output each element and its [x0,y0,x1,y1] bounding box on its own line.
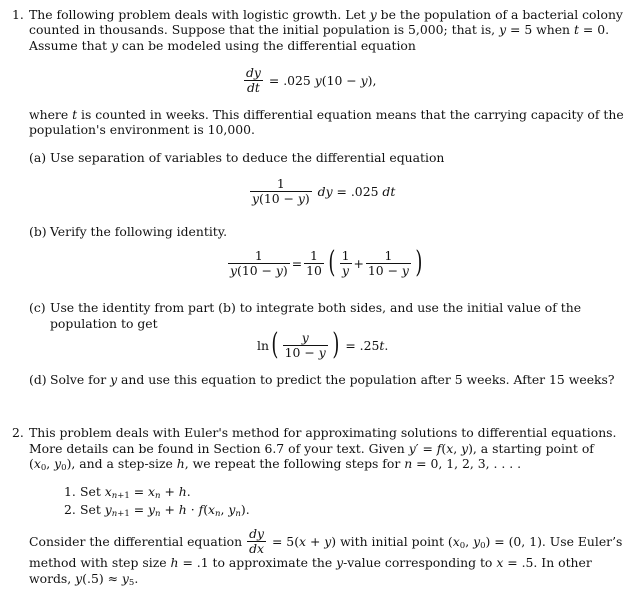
separated-rhs: dy = .025 dt [317,184,396,199]
y-over-ten-minus-y: $\frac{y}{10 - y}$ [284,329,326,360]
problem-2-intro-line-3: ($x_0$, $y_0$), and a step-size h, we repeat the following steps for n = 0, 1, 2, 3, . . . . [29,456,522,473]
part-c-label: (c) [29,300,46,315]
one-over-ten-minus-y-term: $\frac{1}{10 - y}$ [367,247,409,278]
one-tenth-fraction: $\frac{1}{10}$ [306,247,322,278]
problem-2-number: 2. [12,425,24,440]
problem-1-intro-line-1: The following problem deals with logistic growth. Let y be the population of a bacterial colony [29,7,623,22]
part-d-text: Solve for y and use this equation to predict the population after 5 weeks. After 15 weeks? [50,372,615,387]
partial-fraction-identity: $\frac{1}{y(10 - y)}$ = $\frac{1}{10}$ ( $\frac{1}{y}$ + $\frac{1}{10 - y}$ ) [230,245,423,280]
problem-1-intro-line-2: counted in thousands. Suppose that the initial population is 5,000; that is, y = 5 when t = 0. [29,22,610,37]
part-c-line-1: Use the identity from part (b) to integrate both sides, and use the initial value of the [50,300,582,315]
lhs-fraction: $\frac{1}{y(10 - y)}$ [230,247,288,278]
problem-1-number: 1. [12,7,24,22]
part-b-text: Verify the following identity. [50,224,228,239]
problem-1-after-line-2: population's environment is 10,000. [29,122,255,137]
dy-dt-fraction: $\frac{dy}{dt}$ [246,65,261,95]
part-d-label: (d) [29,372,47,387]
one-over-y-fraction: $\frac{1}{y(10 - y)}$ [252,176,310,206]
step-2-text: Set $y_{n+1} = y_n + h \cdot f(x_n$, $y_n$). [80,502,250,519]
problem-2-intro-line-1: This problem deals with Euler's method for approximating solutions to differential equations. [29,425,617,440]
step-1-label: 1. [64,484,76,499]
part-c-line-2: population to get [50,316,158,331]
logistic-equation [242,66,376,95]
closing-line-1: Consider the differential equation $\frac{dy}{dx}$ = 5(x + y) with initial point ($x_0$, $y_0) = (0$, 1). Use Euler’s [29,526,623,556]
part-a-text: Use separation of variables to deduce the differential equation [50,150,445,165]
step-1-text: Set $x_{n+1} = x_n + h$. [80,484,191,501]
closing-line-2: method with step size h = .1 to approximate the y-value corresponding to x = .5. In other [29,555,592,570]
problem-2-intro-line-2: More details can be found in Section 6.7 of your text. Given y′ = f(x, y), a starting point of [29,441,594,456]
part-a-label: (a) [29,150,47,165]
problem-1-intro-line-3: Assume that y can be modeled using the differential equation [29,38,416,53]
part-b-label: (b) [29,224,47,239]
one-over-y-term: $\frac{1}{y}$ [341,247,350,278]
closing-line-3: words, $y(.5) \approx y_5$. [29,571,139,588]
separated-equation [248,177,395,206]
log-equation: ln ( $\frac{y}{10 - y}$ ) = .25t. [257,327,389,362]
logistic-rhs: = .025 y(10 − y), [264,73,377,88]
problem-1-after-line-1: where t is counted in weeks. This differential equation means that the carrying capacity of the [29,107,624,122]
dy-dx-fraction: $\frac{dy}{dx}$ [249,526,265,556]
step-2-label: 2. [64,502,76,517]
